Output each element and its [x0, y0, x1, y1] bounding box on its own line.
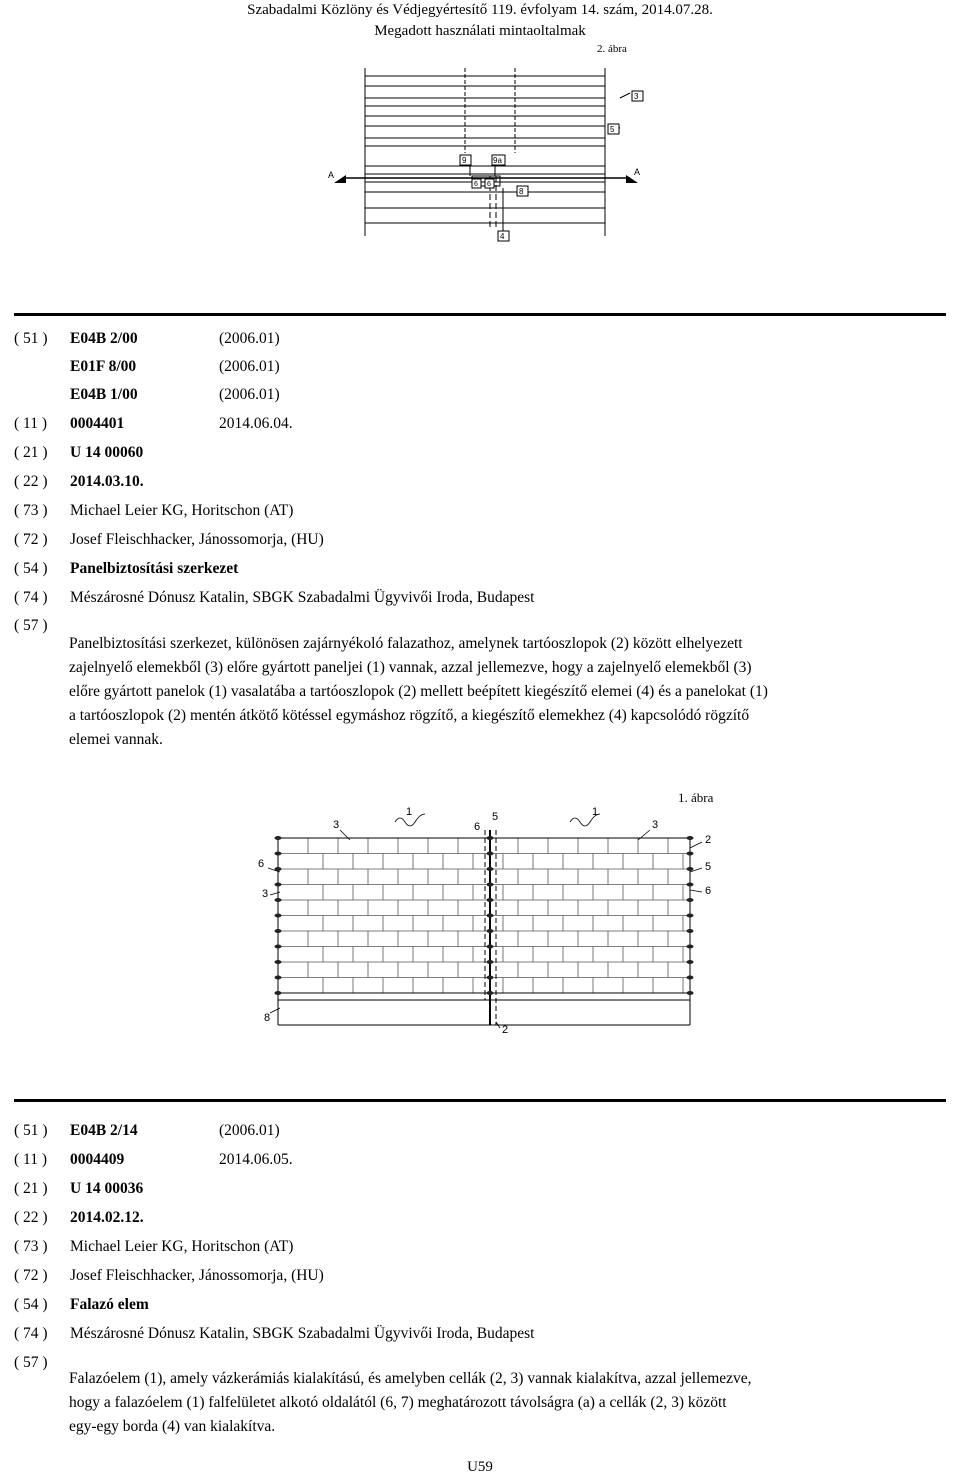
fastener-icon — [487, 945, 494, 949]
fastener-icon — [687, 852, 694, 856]
callout-6b: 6 — [487, 181, 491, 188]
fastener-icon — [275, 929, 282, 933]
fastener-icon — [687, 914, 694, 918]
fastener-icon — [687, 945, 694, 949]
fastener-icon — [487, 976, 494, 980]
fastener-icon — [275, 852, 282, 856]
pub-date: 2014.06.04. — [219, 415, 293, 432]
label-2-right: 2 — [705, 834, 712, 846]
pub-number-row: ( 11 ) 0004401 — [14, 415, 125, 432]
label-3-right: 3 — [652, 819, 659, 831]
fastener-icon — [687, 898, 694, 902]
fastener-icon — [275, 991, 282, 995]
fastener-icon — [487, 991, 494, 995]
fastener-icon — [275, 883, 282, 887]
ipc-row-3: E04B 1/00 — [70, 386, 138, 403]
fastener-icon — [687, 960, 694, 964]
inventor-row-e2: ( 72 ) Josef Fleischhacker, Jánossomorja, (HU) — [14, 1267, 324, 1284]
fastener-icon — [275, 976, 282, 980]
abstract-code-e2: ( 57 ) — [14, 1354, 48, 1371]
callout-9: 9 — [462, 156, 467, 165]
fastener-icon — [687, 836, 694, 840]
callout-4: 4 — [500, 232, 505, 241]
invention-title: Panelbiztosítási szerkezet — [70, 560, 239, 577]
callout-5: 5 — [610, 125, 615, 134]
ipc-class: E04B 2/00 — [70, 330, 138, 347]
owner-row-e2: ( 73 ) Michael Leier KG, Horitschon (AT) — [14, 1238, 294, 1255]
label-5-right: 5 — [705, 861, 712, 873]
inventor-row: ( 72 ) Josef Fleischhacker, Jánossomorja, (HU) — [14, 531, 324, 548]
fastener-icon — [687, 976, 694, 980]
fastener-icon — [275, 898, 282, 902]
owner-row: ( 73 ) Michael Leier KG, Horitschon (AT) — [14, 502, 294, 519]
fastener-icon — [487, 883, 494, 887]
fastener-icon — [487, 929, 494, 933]
label-2-bottom: 2 — [502, 1024, 509, 1036]
ipc-version: (2006.01) — [219, 330, 280, 347]
abstract-code: ( 57 ) — [14, 617, 48, 634]
ipc-row-1: ( 51 ) E04B 2/00 — [14, 328, 138, 350]
callout-8: 8 — [519, 187, 524, 196]
callout-9a: 9a — [493, 156, 502, 165]
label-6-top: 6 — [474, 821, 481, 833]
entry-separator-1 — [14, 313, 946, 316]
app-number-row-e2: ( 21 ) U 14 00036 — [14, 1180, 144, 1197]
fastener-icon — [487, 898, 494, 902]
figure-section-drawing — [320, 58, 660, 248]
label-1-right: 1 — [592, 806, 599, 818]
callout-3: 3 — [634, 92, 639, 101]
section-mark-right: A — [634, 167, 641, 177]
pub-number-row-e2: ( 11 ) 0004409 — [14, 1151, 125, 1168]
figure-caption-top: 2. ábra — [597, 43, 627, 55]
fastener-icon — [487, 867, 494, 871]
filing-date-row-e2: ( 22 ) 2014.02.12. — [14, 1209, 144, 1226]
section-arrow-left-icon — [334, 175, 346, 183]
label-3-left: 3 — [333, 819, 340, 831]
fastener-icon — [275, 960, 282, 964]
agent-row-e2: ( 74 ) Mészárosné Dónusz Katalin, SBGK Szabadalmi Ügyvivői Iroda, Budapest — [14, 1325, 535, 1342]
fastener-icon — [687, 991, 694, 995]
label-3-left-side: 3 — [262, 888, 269, 900]
fastener-icon — [687, 929, 694, 933]
fastener-icon — [487, 960, 494, 964]
agent-row: ( 74 ) Mészárosné Dónusz Katalin, SBGK Szabadalmi Ügyvivői Iroda, Budapest — [14, 589, 535, 606]
fastener-icon — [275, 945, 282, 949]
label-1-left: 1 — [406, 806, 413, 818]
app-number-row: ( 21 ) U 14 00060 — [14, 444, 144, 461]
entry-separator-2 — [14, 1099, 946, 1102]
callout-6a: 6 — [474, 181, 478, 188]
figure-wall-drawing — [240, 800, 720, 1040]
figure-caption-wall: 1. ábra — [678, 790, 714, 805]
fastener-icon — [487, 836, 494, 840]
journal-header: Szabadalmi Közlöny és Védjegyértesítő 119. évfolyam 14. szám, 2014.07.28. — [247, 2, 713, 18]
ipc-row-2: E01F 8/00 — [70, 358, 137, 375]
abstract-text: Panelbiztosítási szerkezet, különösen zajárnyékoló falazathoz, amelynek tartóoszlopok (2) között elhelyezett zajelnyelő elemekből (3) előre gyártott paneljei (1) vannak, azzal jellemezve, hogy a zajelnyelő elemekből (3) előre gyártott panelok (1) vasalatába a tartóoszlopok (2) mellett beépített kiegészítő elemei (4) és a panelokat (1) a tartóoszlopok (2) mentén átkötő kötéssel egymáshoz rögzítő, a kiegészítő elemekhez (4) kapcsolódó rögzítő elemei vannak. — [69, 635, 768, 748]
fastener-icon — [487, 914, 494, 918]
title-row: ( 54 ) Panelbiztosítási szerkezet — [14, 558, 238, 580]
filing-date-row: ( 22 ) 2014.03.10. — [14, 473, 144, 490]
page-number: U59 — [467, 1459, 493, 1475]
fastener-icon — [275, 836, 282, 840]
label-6-left: 6 — [258, 858, 265, 870]
invention-title-e2: Falazó elem — [70, 1296, 149, 1313]
label-5-top: 5 — [492, 811, 499, 823]
fastener-icon — [487, 852, 494, 856]
fastener-icon — [275, 914, 282, 918]
ipc-row-e2: ( 51 ) E04B 2/14 — [14, 1122, 138, 1139]
section-mark-left: A — [328, 170, 335, 180]
title-row-e2: ( 54 ) Falazó elem — [14, 1294, 149, 1316]
fastener-icon — [687, 867, 694, 871]
section-header: Megadott használati mintaoltalmak — [374, 23, 586, 39]
label-6-right: 6 — [705, 885, 712, 897]
abstract-text-e2: Falazóelem (1), amely vázkerámiás kialakítású, és amelyben cellák (2, 3) vannak kialakítva, azzal jellemezve, hogy a falazóelem (1) falfelületet alkotó oldalától (6, 7) meghatározott távolságra (a) a cellák (2, 3) között egy-egy borda (4) van kialakítva. — [69, 1370, 752, 1435]
label-8-bottom: 8 — [264, 1012, 271, 1024]
fastener-icon — [687, 883, 694, 887]
